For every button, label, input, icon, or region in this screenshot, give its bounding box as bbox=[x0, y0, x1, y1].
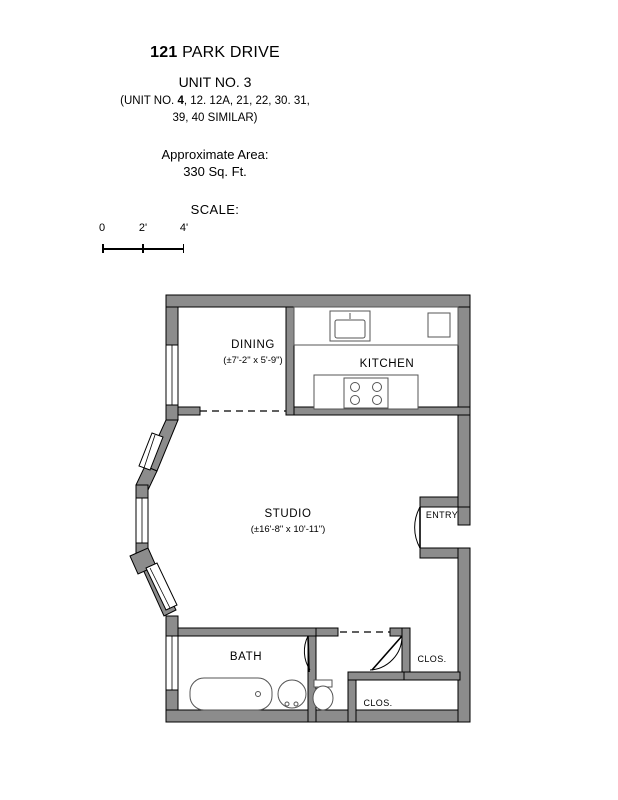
label-kitchen: KITCHEN bbox=[359, 358, 415, 370]
label-dining: DINING bbox=[231, 339, 275, 351]
area-label: Approximate Area: bbox=[161, 147, 269, 163]
window-studio-left bbox=[136, 498, 148, 543]
bay-upper-diagonal bbox=[136, 420, 178, 490]
window-bath bbox=[166, 636, 178, 690]
title-street: PARK DRIVE bbox=[177, 44, 280, 61]
label-closet-right: CLOS. bbox=[417, 654, 447, 664]
unit-similar-rest: , 12. 12A, 21, 22, 30. 31, bbox=[183, 94, 310, 107]
sink-bath-icon bbox=[278, 680, 306, 708]
bathtub-icon bbox=[190, 678, 272, 710]
scale-label: SCALE: bbox=[190, 201, 240, 217]
unit-similar-prefix: (UNIT NO. bbox=[120, 94, 178, 107]
label-closet-bottom: CLOS. bbox=[363, 698, 393, 708]
unit-similar-bold: 4 bbox=[177, 94, 184, 107]
label-studio-dims: (±16'-8" x 10'-11") bbox=[250, 524, 326, 535]
page-title bbox=[0, 44, 430, 62]
unit-similar-line2: 39, 40 SIMILAR) bbox=[172, 111, 258, 124]
toilet-icon bbox=[313, 680, 333, 710]
label-bath: BATH bbox=[229, 651, 263, 663]
entry-door bbox=[415, 507, 420, 548]
scale-bar-graphic bbox=[102, 244, 184, 253]
label-entry: ENTRY bbox=[425, 510, 459, 520]
scale-tick-2: 4' bbox=[179, 222, 189, 234]
unit-similar-line1 bbox=[0, 94, 430, 108]
floor-plan bbox=[0, 280, 618, 740]
label-studio: STUDIO bbox=[264, 508, 312, 520]
plan-header bbox=[0, 44, 430, 217]
unit-number: UNIT NO. 3 bbox=[178, 74, 252, 90]
scale-tick-1: 2' bbox=[138, 222, 148, 234]
area-value: 330 Sq. Ft. bbox=[183, 163, 247, 179]
scale-tick-0: 0 bbox=[98, 222, 106, 234]
scale-tick-labels bbox=[96, 222, 196, 236]
title-number: 121 bbox=[150, 44, 178, 61]
cabinet-icon bbox=[428, 313, 450, 337]
sink-icon bbox=[330, 311, 370, 341]
range-icon bbox=[344, 378, 388, 408]
window-dining bbox=[166, 345, 178, 405]
area-block bbox=[0, 147, 430, 180]
bay-lower-diagonal bbox=[130, 548, 177, 616]
label-dining-dims: (±7'-2" x 5'-9") bbox=[223, 355, 283, 366]
scale-bar bbox=[96, 222, 196, 258]
closet-door bbox=[370, 636, 402, 670]
